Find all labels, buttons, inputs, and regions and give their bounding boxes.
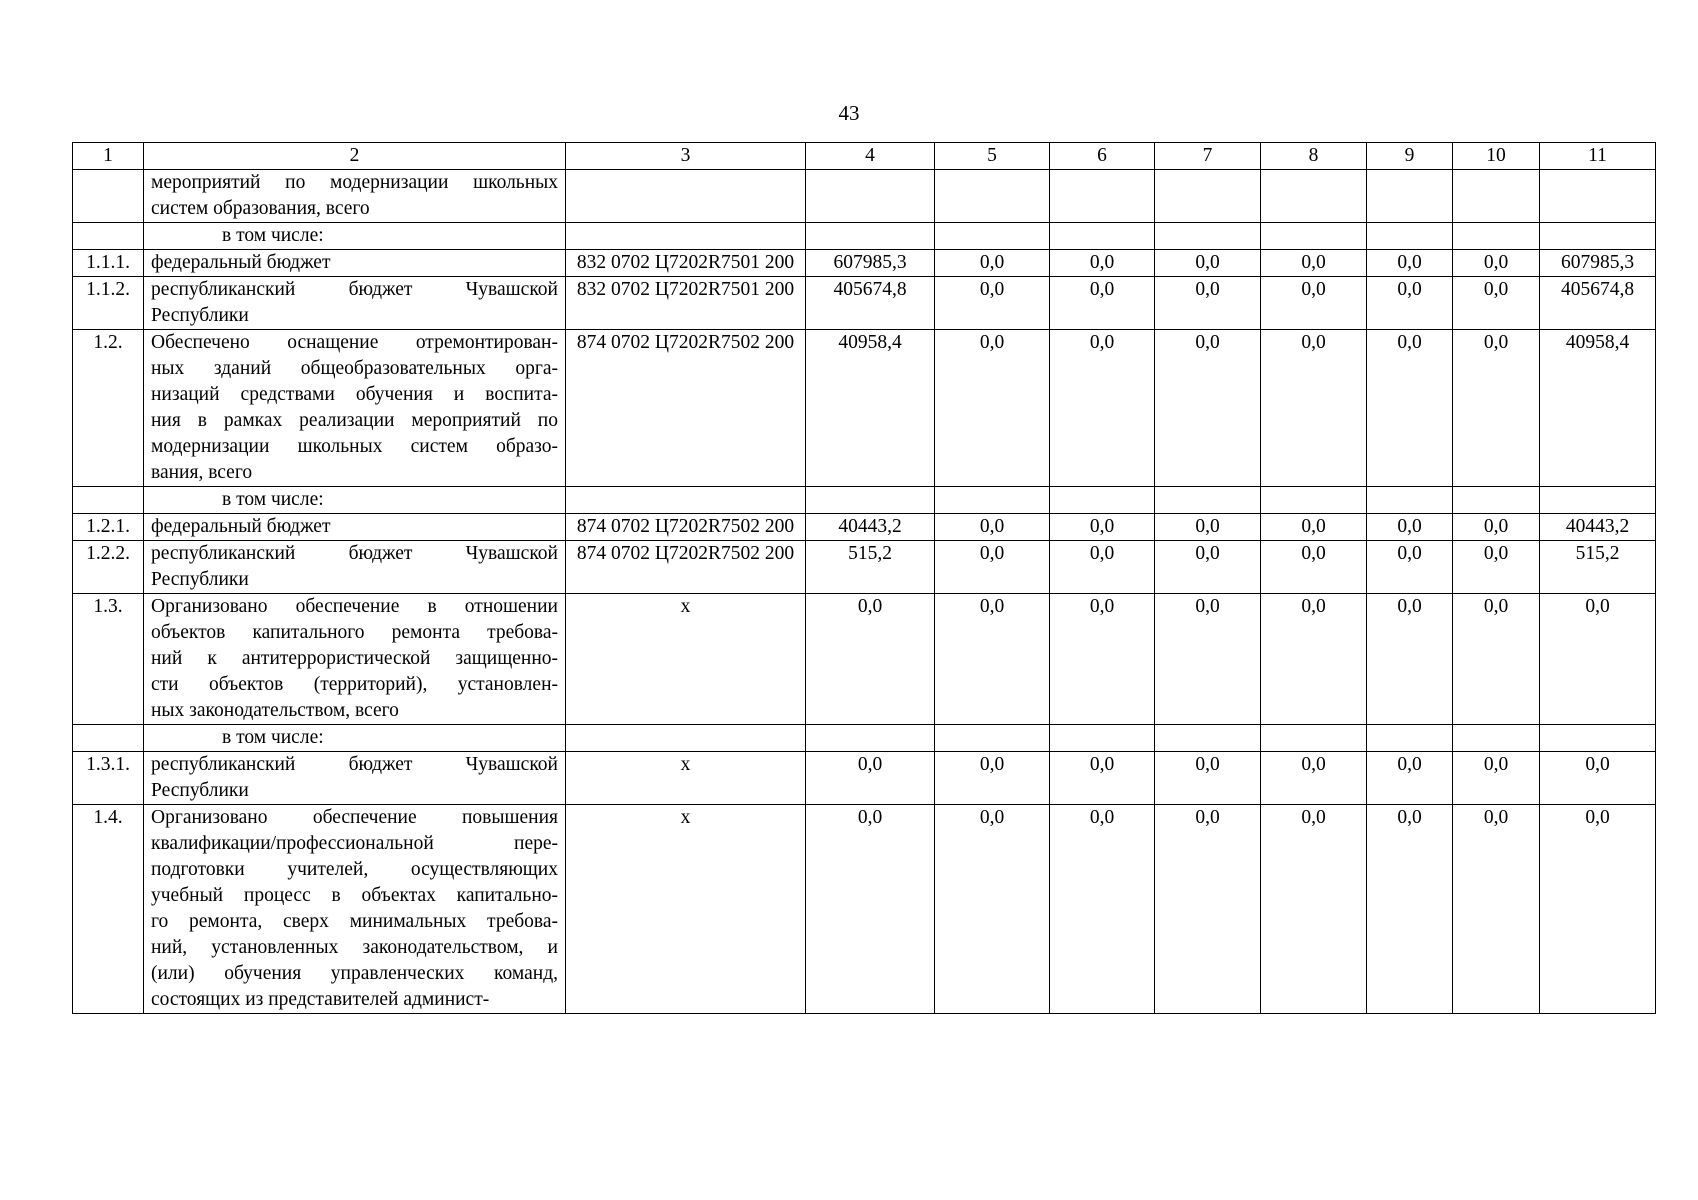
- empty-cell: [1540, 725, 1656, 752]
- value-cell: 0,0: [1261, 514, 1367, 541]
- value-cell: 0,0: [806, 594, 935, 725]
- value-cell: 0,0: [1050, 277, 1155, 330]
- value-cell: [1540, 170, 1656, 223]
- value-cell: 0,0: [935, 330, 1050, 487]
- empty-cell: [1367, 487, 1453, 514]
- value-cell: 0,0: [935, 277, 1050, 330]
- row-description: [144, 541, 566, 594]
- value-cell: 405674,8: [806, 277, 935, 330]
- value-cell: 0,0: [1261, 277, 1367, 330]
- value-cell: [1261, 170, 1367, 223]
- value-cell: 0,0: [1453, 514, 1540, 541]
- subheading-label: в том числе:: [144, 223, 566, 250]
- value-cell: 0,0: [1050, 805, 1155, 1014]
- value-cell: 0,0: [806, 805, 935, 1014]
- value-cell: 0,0: [935, 594, 1050, 725]
- empty-cell: [1367, 223, 1453, 250]
- subheading-label: в том числе:: [144, 487, 566, 514]
- table-row: [73, 330, 1656, 487]
- budget-code: х: [566, 594, 806, 725]
- value-cell: 0,0: [1155, 541, 1261, 594]
- value-cell: 607985,3: [1540, 250, 1656, 277]
- budget-code: 832 0702 Ц7202R7501 200: [566, 250, 806, 277]
- value-cell: 0,0: [1155, 752, 1261, 805]
- value-cell: 0,0: [1367, 594, 1453, 725]
- row-description: [144, 805, 566, 1014]
- empty-cell: [1050, 223, 1155, 250]
- value-cell: 0,0: [1367, 277, 1453, 330]
- row-number-cell: [73, 725, 144, 752]
- value-cell: 0,0: [1453, 541, 1540, 594]
- column-number: 10: [1453, 143, 1540, 170]
- description-line: учебный процесс в объектах капитально-: [151, 885, 558, 906]
- description-line: систем образования, всего: [151, 198, 370, 219]
- empty-cell: [935, 223, 1050, 250]
- value-cell: [1050, 170, 1155, 223]
- empty-cell: [566, 223, 806, 250]
- value-cell: 0,0: [1367, 330, 1453, 487]
- budget-code: 832 0702 Ц7202R7501 200: [566, 277, 806, 330]
- value-cell: 0,0: [1261, 250, 1367, 277]
- description-line: республиканский бюджет Чувашской: [151, 279, 558, 300]
- description-line: республиканский бюджет Чувашской: [151, 543, 558, 564]
- description-line: состоящих из представителей админист-: [151, 989, 490, 1010]
- budget-table: [72, 142, 1656, 1014]
- page-number: 43: [838, 101, 860, 125]
- row-description: [144, 170, 566, 223]
- value-cell: 40443,2: [806, 514, 935, 541]
- budget-code: х: [566, 805, 806, 1014]
- value-cell: 0,0: [1261, 805, 1367, 1014]
- description-line: Организовано обеспечение в отношении: [151, 596, 558, 617]
- row-number: 1.2.2.: [73, 541, 144, 594]
- table-row: [73, 805, 1656, 1014]
- description-line: федеральный бюджет: [151, 252, 331, 273]
- empty-cell: [806, 223, 935, 250]
- empty-cell: [1453, 725, 1540, 752]
- value-cell: 0,0: [1453, 277, 1540, 330]
- budget-code: х: [566, 752, 806, 805]
- description-line: объектов капитального ремонта требова-: [151, 622, 558, 643]
- row-description: [144, 514, 566, 541]
- value-cell: [806, 170, 935, 223]
- row-number-cell: [73, 223, 144, 250]
- subheading-row: [73, 725, 1656, 752]
- value-cell: [1453, 170, 1540, 223]
- table-row: [73, 277, 1656, 330]
- description-line: Организовано обеспечение повышения: [151, 807, 558, 828]
- description-line: ний, установленных законодательством, и: [151, 937, 558, 958]
- value-cell: 0,0: [1050, 514, 1155, 541]
- column-number: 8: [1261, 143, 1367, 170]
- row-description: [144, 330, 566, 487]
- description-line: Республики: [151, 305, 249, 326]
- description-line: модернизации школьных систем образо-: [151, 436, 558, 457]
- column-number: 6: [1050, 143, 1155, 170]
- table-row: [73, 541, 1656, 594]
- description-line: республиканский бюджет Чувашской: [151, 754, 558, 775]
- value-cell: [935, 170, 1050, 223]
- row-number: 1.1.1.: [73, 250, 144, 277]
- value-cell: 0,0: [1540, 594, 1656, 725]
- value-cell: 0,0: [1050, 330, 1155, 487]
- empty-cell: [806, 725, 935, 752]
- row-number: 1.2.: [73, 330, 144, 487]
- value-cell: [1367, 170, 1453, 223]
- row-number: 1.2.1.: [73, 514, 144, 541]
- value-cell: 0,0: [1155, 514, 1261, 541]
- value-cell: 0,0: [1540, 752, 1656, 805]
- description-line: сти объектов (территорий), установлен-: [151, 674, 558, 695]
- value-cell: 0,0: [1367, 541, 1453, 594]
- description-line: вания, всего: [151, 462, 253, 483]
- value-cell: 0,0: [935, 514, 1050, 541]
- column-number: 7: [1155, 143, 1261, 170]
- value-cell: 0,0: [1155, 330, 1261, 487]
- row-number: [73, 170, 144, 223]
- empty-cell: [1540, 223, 1656, 250]
- empty-cell: [1050, 487, 1155, 514]
- empty-cell: [1367, 725, 1453, 752]
- budget-code: [566, 170, 806, 223]
- value-cell: 0,0: [1453, 330, 1540, 487]
- row-number: 1.1.2.: [73, 277, 144, 330]
- column-number: 3: [566, 143, 806, 170]
- empty-cell: [935, 487, 1050, 514]
- empty-cell: [806, 487, 935, 514]
- row-number: 1.4.: [73, 805, 144, 1014]
- value-cell: 0,0: [1453, 594, 1540, 725]
- value-cell: 0,0: [1453, 752, 1540, 805]
- subheading-row: [73, 223, 1656, 250]
- value-cell: 405674,8: [1540, 277, 1656, 330]
- table-row: [73, 170, 1656, 223]
- value-cell: 0,0: [935, 250, 1050, 277]
- value-cell: 0,0: [1261, 541, 1367, 594]
- row-description: [144, 277, 566, 330]
- description-line: федеральный бюджет: [151, 516, 331, 537]
- value-cell: 0,0: [1367, 250, 1453, 277]
- description-line: (или) обучения управленческих команд,: [151, 963, 558, 984]
- empty-cell: [1453, 223, 1540, 250]
- description-line: го ремонта, сверх минимальных требова-: [151, 911, 558, 932]
- description-line: мероприятий по модернизации школьных: [151, 172, 558, 193]
- value-cell: 0,0: [1050, 250, 1155, 277]
- value-cell: [1155, 170, 1261, 223]
- empty-cell: [1261, 725, 1367, 752]
- empty-cell: [1155, 487, 1261, 514]
- subheading-label: в том числе:: [144, 725, 566, 752]
- empty-cell: [1261, 487, 1367, 514]
- empty-cell: [1540, 487, 1656, 514]
- value-cell: 0,0: [1155, 594, 1261, 725]
- description-line: ных зданий общеобразовательных орга-: [151, 358, 558, 379]
- empty-cell: [935, 725, 1050, 752]
- column-number: 4: [806, 143, 935, 170]
- table-row: [73, 594, 1656, 725]
- description-line: квалификации/профессиональной пере-: [151, 833, 558, 854]
- description-line: низаций средствами обучения и воспита-: [151, 384, 558, 405]
- value-cell: 0,0: [1155, 250, 1261, 277]
- description-line: Обеспечено оснащение отремонтирован-: [151, 332, 558, 353]
- value-cell: 0,0: [1453, 250, 1540, 277]
- value-cell: 607985,3: [806, 250, 935, 277]
- value-cell: 40958,4: [1540, 330, 1656, 487]
- value-cell: 0,0: [806, 752, 935, 805]
- empty-cell: [1050, 725, 1155, 752]
- value-cell: 0,0: [1453, 805, 1540, 1014]
- value-cell: 0,0: [1261, 594, 1367, 725]
- row-description: [144, 594, 566, 725]
- value-cell: 0,0: [1050, 541, 1155, 594]
- row-number-cell: [73, 487, 144, 514]
- description-line: подготовки учителей, осуществляющих: [151, 859, 558, 880]
- value-cell: 40443,2: [1540, 514, 1656, 541]
- value-cell: 0,0: [1155, 277, 1261, 330]
- empty-cell: [566, 725, 806, 752]
- value-cell: 0,0: [1367, 752, 1453, 805]
- description-line: Республики: [151, 569, 249, 590]
- value-cell: 0,0: [1367, 514, 1453, 541]
- budget-code: 874 0702 Ц7202R7502 200: [566, 541, 806, 594]
- description-line: Республики: [151, 780, 249, 801]
- row-description: [144, 752, 566, 805]
- value-cell: 0,0: [1261, 330, 1367, 487]
- value-cell: 0,0: [1155, 805, 1261, 1014]
- value-cell: 40958,4: [806, 330, 935, 487]
- table-row: [73, 752, 1656, 805]
- empty-cell: [1261, 223, 1367, 250]
- empty-cell: [1453, 487, 1540, 514]
- value-cell: 0,0: [1261, 752, 1367, 805]
- budget-code: 874 0702 Ц7202R7502 200: [566, 514, 806, 541]
- table-body: [73, 143, 1656, 1014]
- value-cell: 0,0: [935, 752, 1050, 805]
- budget-code: 874 0702 Ц7202R7502 200: [566, 330, 806, 487]
- column-number: 2: [144, 143, 566, 170]
- description-line: ных законодательством, всего: [151, 700, 399, 721]
- empty-cell: [566, 487, 806, 514]
- description-line: ния в рамках реализации мероприятий по: [151, 410, 558, 431]
- value-cell: 0,0: [1050, 594, 1155, 725]
- value-cell: 515,2: [1540, 541, 1656, 594]
- empty-cell: [1155, 223, 1261, 250]
- table-row: [73, 514, 1656, 541]
- value-cell: 515,2: [806, 541, 935, 594]
- value-cell: 0,0: [1540, 805, 1656, 1014]
- description-line: ний к антитеррористической защищенно-: [151, 648, 558, 669]
- table-row: [73, 250, 1656, 277]
- subheading-row: [73, 487, 1656, 514]
- column-number-row: [73, 143, 1656, 170]
- column-number: 11: [1540, 143, 1656, 170]
- value-cell: 0,0: [935, 541, 1050, 594]
- value-cell: 0,0: [1367, 805, 1453, 1014]
- row-number: 1.3.1.: [73, 752, 144, 805]
- value-cell: 0,0: [1050, 752, 1155, 805]
- empty-cell: [1155, 725, 1261, 752]
- column-number: 5: [935, 143, 1050, 170]
- value-cell: 0,0: [935, 805, 1050, 1014]
- column-number: 1: [73, 143, 144, 170]
- column-number: 9: [1367, 143, 1453, 170]
- row-number: 1.3.: [73, 594, 144, 725]
- row-description: [144, 250, 566, 277]
